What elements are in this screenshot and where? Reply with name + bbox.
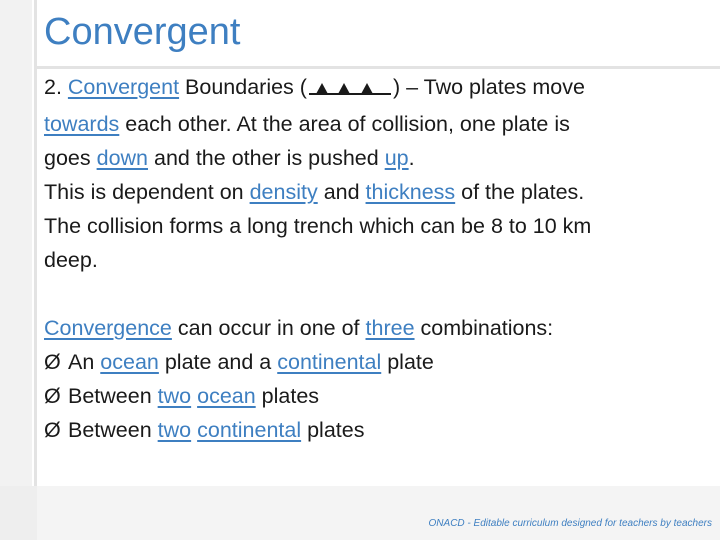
footer-panel	[37, 486, 720, 540]
keyword-thickness: thickness	[365, 180, 456, 204]
body-line	[44, 311, 714, 345]
arrow-bullet-icon: Ø	[44, 418, 61, 442]
body-text: plate and a	[158, 350, 278, 374]
keyword-continental: continental	[277, 350, 382, 374]
body-text: and	[317, 180, 366, 204]
body-text: can occur in one of	[171, 316, 366, 340]
list-item	[44, 345, 714, 379]
body-text: each other. At the area of collision, one plate is	[119, 112, 570, 136]
body-text: Boundaries (	[179, 75, 307, 99]
keyword-two: two	[157, 418, 192, 442]
list-number: 2.	[44, 75, 68, 99]
footer-credit: ONACD - Editable curriculum designed for teachers by teachers	[428, 518, 712, 529]
slide-body	[44, 70, 714, 447]
body-text: Between	[68, 418, 158, 442]
list-item	[44, 413, 714, 447]
arrow-bullet-icon: Ø	[44, 350, 61, 374]
list-item	[44, 379, 714, 413]
body-line	[44, 107, 714, 141]
title-divider	[37, 66, 720, 69]
body-text: Between	[68, 384, 158, 408]
keyword-density: density	[249, 180, 318, 204]
left-divider	[34, 0, 37, 540]
keyword-ocean: ocean	[197, 384, 256, 408]
body-text: combinations:	[414, 316, 554, 340]
body-text: plates	[301, 418, 365, 442]
convergent-boundary-symbol-icon	[308, 73, 392, 107]
keyword-convergence: Convergence	[44, 316, 172, 340]
arrow-bullet-icon: Ø	[44, 384, 61, 408]
left-margin-bar	[0, 0, 32, 540]
body-line: deep.	[44, 248, 98, 272]
body-line: The collision forms a long trench which can be 8 to 10 km	[44, 214, 592, 238]
body-text: and the other is pushed	[148, 146, 385, 170]
body-line	[44, 141, 714, 175]
body-text: goes	[44, 146, 97, 170]
keyword-ocean: ocean	[100, 350, 159, 374]
body-line	[44, 70, 714, 107]
body-text: plates	[255, 384, 320, 408]
keyword-two: two	[157, 384, 192, 408]
body-text: .	[408, 146, 415, 170]
keyword-towards: towards	[44, 112, 120, 136]
keyword-up: up	[384, 146, 409, 170]
body-text: This is dependent on	[44, 180, 250, 204]
slide-title: Convergent	[44, 11, 241, 53]
body-text: plate	[381, 350, 434, 374]
keyword-convergent: Convergent	[67, 75, 180, 99]
body-text: of the plates.	[455, 180, 585, 204]
keyword-three: three	[365, 316, 415, 340]
keyword-continental: continental	[197, 418, 302, 442]
paragraph-spacer	[44, 277, 714, 311]
body-line	[44, 175, 714, 209]
keyword-down: down	[96, 146, 149, 170]
body-text: ) – Two plates move	[392, 75, 585, 99]
body-text: An	[68, 350, 101, 374]
